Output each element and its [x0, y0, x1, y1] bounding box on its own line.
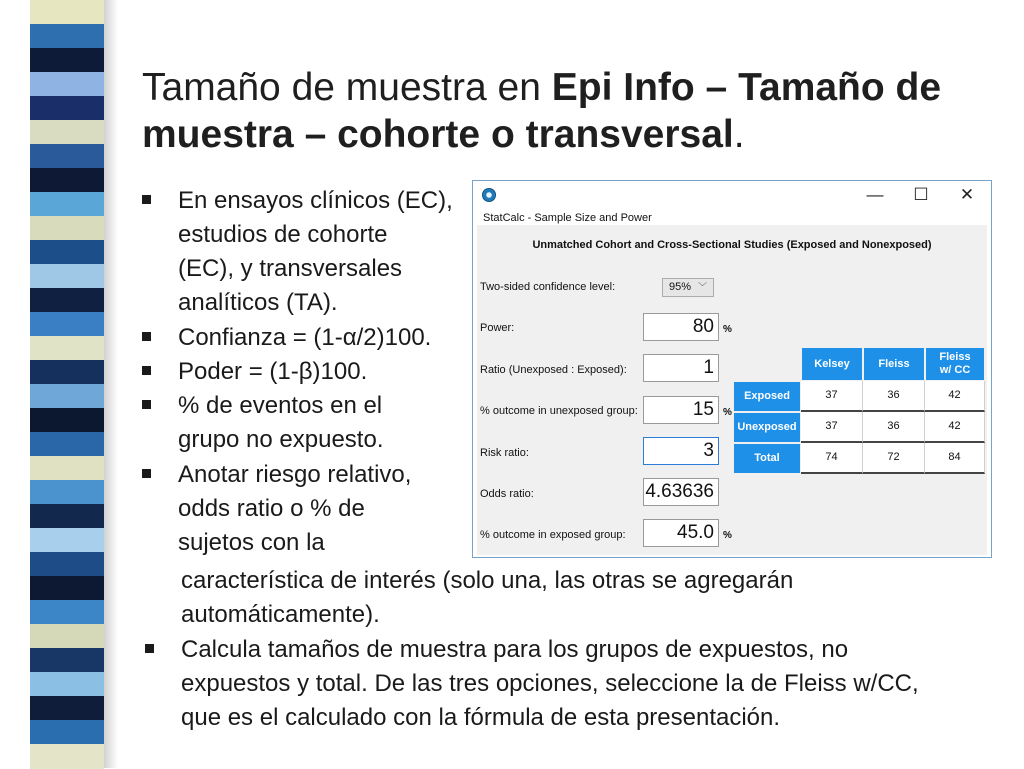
title-bold-2: muestra – cohorte o transversal — [142, 113, 734, 156]
bullet-square-icon — [142, 332, 151, 341]
power-label: Power: — [480, 322, 515, 334]
table-cell: 42 — [925, 381, 985, 412]
stripe-block — [30, 0, 104, 25]
bullet-6 — [181, 633, 919, 735]
stripe-block — [30, 336, 104, 361]
bullet-square-icon — [142, 400, 151, 409]
stripe-block — [30, 96, 104, 121]
bullet-line: Calcula tamaños de muestra para los grupos de expuestos, no — [181, 636, 849, 663]
bullet-line: analíticos (TA). — [178, 289, 338, 316]
bullet-square-icon — [142, 469, 151, 478]
bullet-5-continued — [181, 564, 793, 632]
stripe-block — [30, 432, 104, 457]
stripe-block — [30, 72, 104, 97]
table-cell: 36 — [863, 381, 925, 412]
stripe-block — [30, 648, 104, 673]
bullet-line: automáticamente). — [181, 601, 380, 628]
bullet-line: Confianza = (1-α/2)100. — [178, 324, 432, 351]
app-icon — [482, 188, 496, 202]
stripe-block — [30, 264, 104, 289]
row-header-total: Total — [733, 443, 801, 474]
bullet-line: estudios de cohorte — [178, 221, 388, 248]
close-button[interactable]: ✕ — [959, 185, 975, 204]
outcome-unexposed-input[interactable]: 15 — [643, 396, 719, 424]
stripe-block — [30, 24, 104, 49]
stripe-block — [30, 720, 104, 745]
col-header-fleiss: Fleiss — [863, 347, 925, 381]
outcome-exposed-percent: % — [723, 530, 732, 541]
bullet-line: odds ratio o % de — [178, 495, 365, 522]
chevron-down-icon: ﹀ — [697, 282, 707, 292]
ratio-input[interactable]: 1 — [643, 354, 719, 382]
table-cell: 72 — [863, 443, 925, 474]
risk-ratio-label: Risk ratio: — [480, 447, 529, 459]
row-header-exposed: Exposed — [733, 381, 801, 412]
col-header-fleiss-cc: Fleiss w/ CC — [925, 347, 985, 381]
panel-heading: Unmatched Cohort and Cross-Sectional Studies (Exposed and Nonexposed) — [532, 239, 932, 251]
outcome-exposed-input[interactable]: 45.0 — [643, 519, 719, 547]
bullet-1 — [178, 184, 453, 320]
stripe-block — [30, 360, 104, 385]
table-cell: 37 — [801, 381, 863, 412]
outcome-unexposed-percent: % — [723, 407, 732, 418]
bullet-line: característica de interés (solo una, las otras se agregarán — [181, 567, 794, 594]
statcalc-panel — [477, 225, 987, 555]
bullet-line: (EC), y transversales — [178, 255, 403, 282]
slide-title — [142, 64, 1002, 158]
stripe-block — [30, 408, 104, 433]
stripe-block — [30, 168, 104, 193]
table-cell: 74 — [801, 443, 863, 474]
stripe-block — [30, 288, 104, 313]
stripe-block — [30, 528, 104, 553]
table-cell: 37 — [801, 412, 863, 443]
minimize-button[interactable]: — — [866, 185, 884, 204]
stripe-block — [30, 504, 104, 529]
stripe-block — [30, 696, 104, 721]
stripe-block — [30, 216, 104, 241]
stripe-block — [30, 384, 104, 409]
stripe-block — [30, 312, 104, 337]
title-normal: Tamaño de muestra en — [142, 66, 552, 109]
ratio-label: Ratio (Unexposed : Exposed): — [480, 364, 627, 376]
title-end: . — [733, 113, 745, 156]
odds-ratio-input[interactable]: 4.63636 — [643, 478, 719, 506]
title-bold-1: Epi Info – Tamaño de — [551, 66, 942, 109]
bullet-line: expuestos y total. De las tres opciones, seleccione la de Fleiss w/CC, — [181, 670, 919, 697]
bullet-line: En ensayos clínicos (EC), — [178, 187, 453, 214]
stripe-block — [30, 672, 104, 697]
stripe-block — [30, 480, 104, 505]
bullet-line: Anotar riesgo relativo, — [178, 461, 412, 488]
statcalc-window — [472, 180, 992, 558]
power-percent: % — [723, 324, 732, 335]
stripe-block — [30, 120, 104, 145]
window-titlebar — [473, 181, 991, 209]
decorative-stripe — [30, 0, 104, 768]
table-cell: 84 — [925, 443, 985, 474]
bullet-5 — [178, 458, 411, 560]
bullet-4 — [178, 389, 384, 457]
stripe-block — [30, 456, 104, 481]
outcome-unexposed-label: % outcome in unexposed group: — [480, 405, 638, 417]
stripe-block — [30, 48, 104, 73]
table-cell: 42 — [925, 412, 985, 443]
bullet-line: % de eventos en el — [178, 392, 383, 419]
stripe-block — [30, 192, 104, 217]
stripe-shadow — [104, 0, 118, 768]
bullet-2 — [178, 321, 431, 355]
stripe-block — [30, 144, 104, 169]
stripe-block — [30, 576, 104, 601]
power-input[interactable]: 80 — [643, 313, 719, 341]
stripe-block — [30, 552, 104, 577]
col-header-kelsey: Kelsey — [801, 347, 863, 381]
window-subtitle: StatCalc - Sample Size and Power — [483, 212, 652, 224]
bullet-square-icon — [145, 644, 154, 653]
bullet-line: sujetos con la — [178, 529, 325, 556]
risk-ratio-input[interactable]: 3 — [643, 437, 719, 465]
bullet-square-icon — [142, 195, 151, 204]
confidence-label: Two-sided confidence level: — [480, 281, 616, 293]
bullet-3 — [178, 355, 367, 389]
bullet-line: Poder = (1-β)100. — [178, 358, 368, 385]
confidence-value: 95% — [669, 281, 692, 293]
row-header-unexposed: Unexposed — [733, 412, 801, 443]
stripe-block — [30, 744, 104, 769]
maximize-button[interactable]: ☐ — [913, 185, 929, 204]
stripe-block — [30, 624, 104, 649]
table-cell: 36 — [863, 412, 925, 443]
bullet-line: que es el calculado con la fórmula de esta presentación. — [181, 704, 781, 731]
confidence-select[interactable] — [662, 278, 714, 297]
bullet-square-icon — [142, 366, 151, 375]
odds-ratio-label: Odds ratio: — [480, 488, 534, 500]
stripe-block — [30, 240, 104, 265]
bullet-line: grupo no expuesto. — [178, 426, 384, 453]
stripe-block — [30, 600, 104, 625]
outcome-exposed-label: % outcome in exposed group: — [480, 529, 626, 541]
